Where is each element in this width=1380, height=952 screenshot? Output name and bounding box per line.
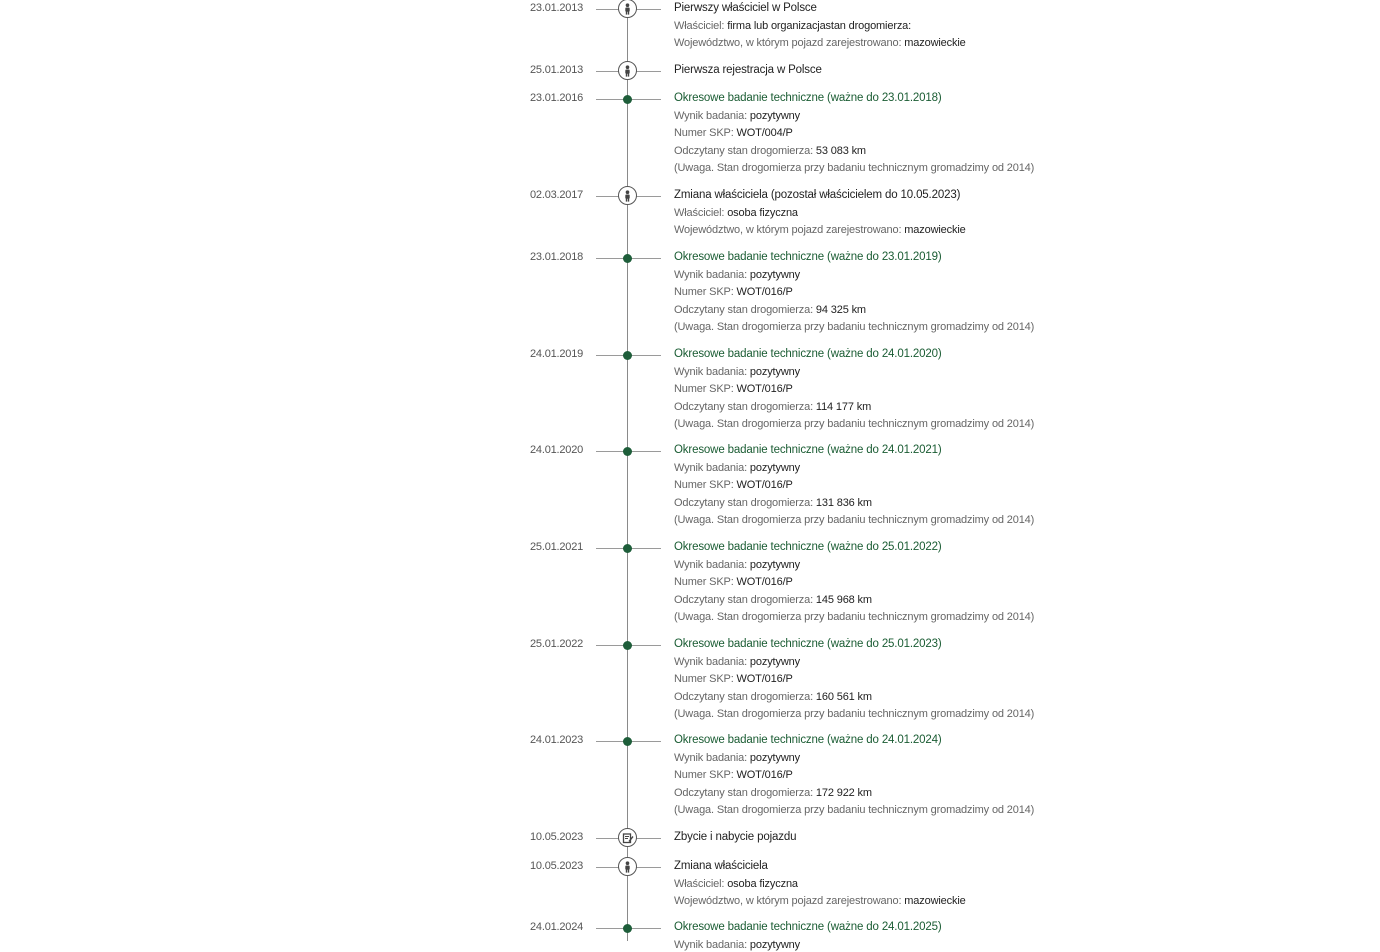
skp-value: WOT/016/P: [736, 576, 793, 588]
event-date: 23.01.2013: [530, 2, 584, 14]
event-title: Okresowe badanie techniczne (ważne do 24.01.2025): [674, 921, 942, 933]
odometer-note: (Uwaga. Stan drogomierza przy badaniu technicznym gromadzimy od 2014): [674, 162, 1035, 174]
odometer-row: [674, 144, 1274, 158]
odometer-label: Odczytany stan drogomierza:: [674, 786, 814, 799]
event-date: 10.05.2023: [530, 831, 584, 843]
event-date: 24.01.2019: [530, 348, 584, 360]
region-row: [674, 36, 1274, 50]
odometer-note: (Uwaga. Stan drogomierza przy badaniu technicznym gromadzimy od 2014): [674, 708, 1035, 720]
event-title: Okresowe badanie techniczne (ważne do 23.01.2019): [674, 251, 942, 263]
owner-value: osoba fizyczna: [727, 206, 798, 219]
person-icon: [618, 857, 637, 876]
event-title: Pierwszy właściciel w Polsce: [674, 2, 817, 14]
inspection-dot-icon: [623, 254, 632, 263]
person-icon: [618, 0, 637, 18]
region-row: [674, 894, 1274, 908]
skp-value: WOT/016/P: [736, 383, 793, 395]
skp-row: [674, 768, 1274, 782]
skp-row: [674, 382, 1274, 396]
result-value: pozytywny: [749, 655, 800, 668]
result-value: pozytywny: [749, 461, 800, 474]
result-value: pozytywny: [749, 268, 800, 281]
skp-row: [674, 126, 1274, 140]
skp-label: Numer SKP:: [674, 576, 734, 588]
event-date: 25.01.2021: [530, 541, 584, 553]
result-row: [674, 365, 1274, 379]
event-date: 24.01.2023: [530, 734, 584, 746]
odometer-row: [674, 593, 1274, 607]
result-row: [674, 655, 1274, 669]
odometer-value: 145 968 km: [815, 593, 872, 606]
odometer-value: 172 922 km: [815, 786, 872, 799]
event-date: 23.01.2018: [530, 251, 584, 263]
odometer-row: [674, 303, 1274, 317]
odometer-row: [674, 496, 1274, 510]
event-date: 10.05.2023: [530, 860, 584, 872]
event-title: Okresowe badanie techniczne (ważne do 25.01.2022): [674, 541, 942, 553]
skp-row: [674, 575, 1274, 589]
result-label: Wynik badania:: [674, 461, 748, 474]
result-value: pozytywny: [749, 558, 800, 571]
odometer-label: Odczytany stan drogomierza:: [674, 400, 814, 413]
result-label: Wynik badania:: [674, 558, 748, 571]
result-row: [674, 268, 1274, 282]
region-row: [674, 223, 1274, 237]
event-title: Okresowe badanie techniczne (ważne do 23.01.2018): [674, 92, 942, 104]
odometer-label: Odczytany stan drogomierza:: [674, 690, 814, 703]
owner-value: osoba fizyczna: [727, 877, 798, 890]
odometer-row: [674, 690, 1274, 704]
event-title: Okresowe badanie techniczne (ważne do 25.01.2023): [674, 638, 942, 650]
owner-label: Właściciel:: [674, 877, 725, 890]
owner-value: firma lub organizacjastan drogomierza:: [727, 19, 912, 32]
result-label: Wynik badania:: [674, 109, 748, 122]
odometer-value: 53 083 km: [815, 144, 866, 157]
odometer-row: [674, 786, 1274, 800]
owner-label: Właściciel:: [674, 206, 725, 219]
result-value: pozytywny: [749, 751, 800, 764]
odometer-value: 131 836 km: [815, 496, 872, 509]
event-title: Zmiana właściciela (pozostał właścicielem do 10.05.2023): [674, 189, 961, 201]
event-title: Okresowe badanie techniczne (ważne do 24.01.2020): [674, 348, 942, 360]
odometer-value: 94 325 km: [815, 303, 866, 316]
region-label: Województwo, w którym pojazd zarejestrowano:: [674, 224, 902, 236]
region-label: Województwo, w którym pojazd zarejestrowano:: [674, 895, 902, 907]
result-row: [674, 938, 1274, 952]
skp-value: WOT/016/P: [736, 673, 793, 685]
inspection-dot-icon: [623, 737, 632, 746]
skp-value: WOT/016/P: [736, 769, 793, 781]
region-label: Województwo, w którym pojazd zarejestrowano:: [674, 37, 902, 49]
owner-row: [674, 19, 1274, 33]
event-title: Pierwsza rejestracja w Polsce: [674, 64, 822, 76]
odometer-note: (Uwaga. Stan drogomierza przy badaniu technicznym gromadzimy od 2014): [674, 418, 1035, 430]
event-date: 23.01.2016: [530, 92, 584, 104]
region-value: mazowieckie: [904, 895, 966, 907]
person-icon: [618, 61, 637, 80]
skp-label: Numer SKP:: [674, 286, 734, 298]
event-date: 02.03.2017: [530, 189, 584, 201]
inspection-dot-icon: [623, 544, 632, 553]
odometer-note: (Uwaga. Stan drogomierza przy badaniu technicznym gromadzimy od 2014): [674, 804, 1035, 816]
event-title: Okresowe badanie techniczne (ważne do 24.01.2021): [674, 444, 942, 456]
skp-row: [674, 478, 1274, 492]
odometer-value: 160 561 km: [815, 690, 872, 703]
skp-label: Numer SKP:: [674, 383, 734, 395]
region-value: mazowieckie: [904, 37, 966, 49]
result-row: [674, 109, 1274, 123]
result-label: Wynik badania:: [674, 938, 748, 951]
skp-label: Numer SKP:: [674, 127, 734, 139]
result-value: pozytywny: [749, 365, 800, 378]
person-icon: [618, 186, 637, 205]
inspection-dot-icon: [623, 351, 632, 360]
event-date: 25.01.2013: [530, 64, 584, 76]
result-row: [674, 461, 1274, 475]
inspection-dot-icon: [623, 95, 632, 104]
result-label: Wynik badania:: [674, 365, 748, 378]
event-date: 25.01.2022: [530, 638, 584, 650]
odometer-label: Odczytany stan drogomierza:: [674, 303, 814, 316]
event-date: 24.01.2020: [530, 444, 584, 456]
odometer-label: Odczytany stan drogomierza:: [674, 496, 814, 509]
inspection-dot-icon: [623, 641, 632, 650]
skp-row: [674, 285, 1274, 299]
odometer-row: [674, 400, 1274, 414]
result-value: pozytywny: [749, 109, 800, 122]
result-row: [674, 751, 1274, 765]
odometer-note: (Uwaga. Stan drogomierza przy badaniu technicznym gromadzimy od 2014): [674, 321, 1035, 333]
event-title: Zmiana właściciela: [674, 860, 768, 872]
odometer-label: Odczytany stan drogomierza:: [674, 593, 814, 606]
document-edit-icon: [618, 828, 637, 847]
event-date: 24.01.2024: [530, 921, 584, 933]
skp-value: WOT/016/P: [736, 479, 793, 491]
owner-row: [674, 206, 1274, 220]
skp-label: Numer SKP:: [674, 769, 734, 781]
timeline-axis: [627, 0, 628, 941]
inspection-dot-icon: [623, 447, 632, 456]
region-value: mazowieckie: [904, 224, 966, 236]
skp-value: WOT/004/P: [736, 127, 793, 139]
result-label: Wynik badania:: [674, 655, 748, 668]
skp-label: Numer SKP:: [674, 673, 734, 685]
skp-row: [674, 672, 1274, 686]
skp-label: Numer SKP:: [674, 479, 734, 491]
result-value: pozytywny: [749, 938, 800, 951]
odometer-note: (Uwaga. Stan drogomierza przy badaniu technicznym gromadzimy od 2014): [674, 514, 1035, 526]
result-label: Wynik badania:: [674, 751, 748, 764]
event-title: Zbycie i nabycie pojazdu: [674, 831, 797, 843]
skp-value: WOT/016/P: [736, 286, 793, 298]
event-title: Okresowe badanie techniczne (ważne do 24.01.2024): [674, 734, 942, 746]
owner-row: [674, 877, 1274, 891]
odometer-label: Odczytany stan drogomierza:: [674, 144, 814, 157]
result-row: [674, 558, 1274, 572]
odometer-value: 114 177 km: [815, 400, 872, 413]
result-label: Wynik badania:: [674, 268, 748, 281]
owner-label: Właściciel:: [674, 19, 725, 32]
inspection-dot-icon: [623, 924, 632, 933]
odometer-note: (Uwaga. Stan drogomierza przy badaniu technicznym gromadzimy od 2014): [674, 611, 1035, 623]
